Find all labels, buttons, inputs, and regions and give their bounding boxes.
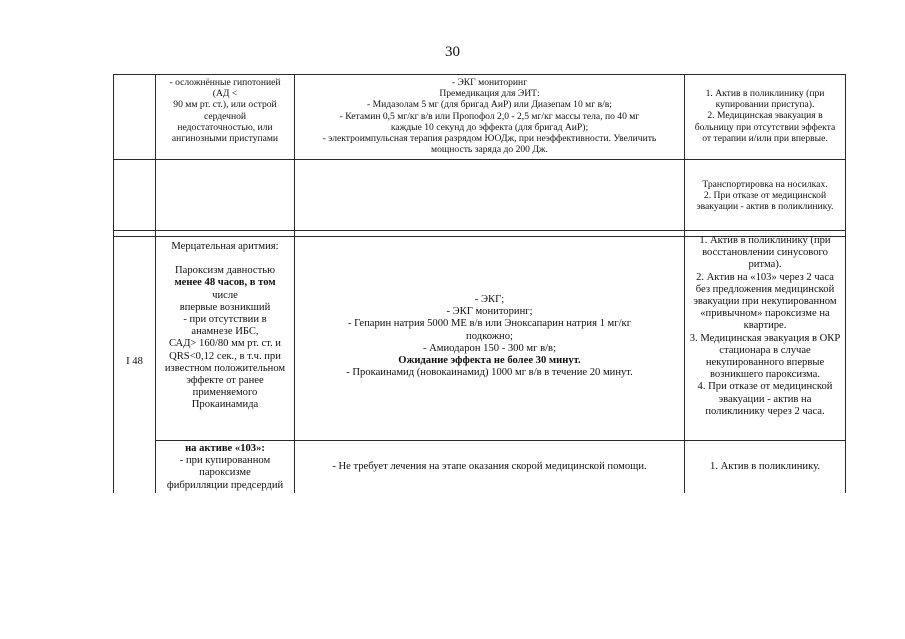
row1-treatment-cell — [295, 77, 684, 155]
text-line: каждые 10 секунд до эффекта (для бригад АиР); — [390, 121, 589, 133]
text-line: эффекте от ранее — [186, 375, 264, 387]
text-line: подкожно; — [466, 330, 513, 342]
text-line: - Прокаинамид (новокаинамид) 1000 мг в/в в течение 20 минут. — [346, 367, 633, 379]
text-line: ритма). — [748, 259, 782, 271]
text-line: 3. Медицинская эвакуация в ОКР — [689, 332, 841, 344]
text-line: САД> 160/80 мм рт. ст. и — [169, 338, 281, 350]
row3-treatment-cell — [295, 294, 684, 379]
text-line: от терапии и/или при впервые. — [702, 132, 828, 144]
text-line: Прокаинамида — [191, 399, 259, 411]
row1-indication-cell — [156, 77, 294, 144]
indication-title: на активе «103»: — [185, 443, 265, 454]
text-line: применяемого — [192, 387, 258, 399]
row3-outcome-cell — [685, 235, 845, 418]
diagnosis-code: I 48 — [126, 356, 143, 367]
text-line: некупированного впервые — [705, 357, 825, 369]
table-left-border — [113, 74, 114, 493]
text-line: - осложнённые гипотонией — [169, 77, 281, 88]
text-line: эвакуации - актив в поликлинику. — [696, 201, 834, 213]
indication-title: Мерцательная аритмия: — [171, 241, 279, 252]
row4-outcome-cell — [685, 461, 845, 473]
row-divider-4 — [155, 440, 846, 441]
text-line: 2. При отказе от медицинской — [703, 190, 827, 202]
row4-indication-cell — [156, 443, 294, 492]
row3-code-cell — [114, 356, 155, 368]
text-line: квартире. — [743, 320, 787, 332]
text-line: - Гепарин натрия 5000 МЕ в/в или Эноксапарин натрия 1 мг/кг — [347, 318, 632, 330]
text-line: сердечной — [203, 110, 247, 122]
row-divider-1 — [113, 159, 846, 160]
text-line: - ЭКГ мониторинг — [451, 77, 528, 88]
text-line: 1. Актив в поликлинику (при — [699, 235, 831, 246]
row-divider-2 — [113, 230, 846, 231]
page-number: 30 — [445, 44, 460, 60]
text-line: 1. Актив в поликлинику. — [710, 461, 820, 472]
text-line: менее 48 часов, в том — [174, 277, 276, 289]
text-line: больницу при отсутствии эффекта — [694, 121, 836, 133]
text-line: - при купированном — [179, 455, 271, 467]
text-line: «привычном» пароксизме на — [700, 308, 830, 320]
text-line: 1. Актив в поликлинику (при — [705, 88, 825, 99]
text-line: эвакуации - актив на — [718, 393, 812, 405]
text-line: - Не требует лечения на этапе оказания скорой медицинской помощи. — [332, 461, 647, 472]
text-line: 2. Актив на «103» через 2 часа — [696, 271, 834, 283]
text-line: - ЭКГ мониторинг; — [446, 306, 533, 318]
text-line: Премедикация для ЭИТ: — [439, 88, 540, 100]
text-line: (АД < — [212, 88, 238, 100]
text-line: поликлинику через 2 часа. — [705, 405, 825, 417]
text-line: - ЭКГ; — [474, 294, 505, 305]
text-line: ангинозными приступами — [171, 133, 279, 145]
text-line: восстановлении синусового — [702, 247, 828, 259]
text-line: известном положительном — [164, 362, 286, 374]
row3-indication-cell — [156, 241, 294, 412]
text-line: недостаточностью, или — [177, 121, 273, 133]
text-line: стационара в случае — [719, 344, 811, 356]
text-line: - Амиодарон 150 - 300 мг в/в; — [422, 342, 557, 354]
text-line: 90 мм рт. ст.), или острой — [173, 99, 277, 111]
text-line: - электроимпульсная терапия разрядом ЮОДж, при неэффективности. Увеличить — [322, 133, 657, 145]
text-line: числе — [212, 289, 238, 301]
text-line: без предложения медицинской — [695, 283, 835, 295]
text-line: - при отсутствии в — [183, 314, 267, 326]
text-line: возникшего пароксизма. — [709, 369, 821, 381]
text-line: 2. Медицинская эвакуация в — [707, 110, 823, 122]
text-line: QRS<0,12 сек., в т.ч. при — [169, 350, 281, 362]
text-line: фибрилляции предсердий — [166, 479, 284, 491]
text-line: Пароксизм давностью — [175, 265, 275, 277]
row1-outcome-cell — [685, 88, 845, 144]
row4-treatment-cell — [295, 461, 684, 473]
text-line: пароксизме — [199, 467, 251, 479]
text-line: анамнезе ИБС, — [191, 326, 259, 338]
text-line: мощность заряда до 200 Дж. — [431, 144, 548, 156]
text-line: эвакуации при некупированном — [693, 296, 837, 308]
table-top-border — [113, 74, 846, 75]
text-line: - Кетамин 0,5 мг/кг в/в или Пропофол 2,0 - 2,5 мг/кг массы тела, по 40 мг — [339, 110, 640, 122]
text-line: купировании приступа). — [715, 99, 815, 111]
row2-outcome-cell — [685, 179, 845, 213]
text-line: Транспортировка на носилках. — [702, 179, 828, 190]
text-line: впервые возникший — [179, 301, 271, 313]
text-line: 4. При отказе от медицинской — [697, 381, 833, 393]
text-line: Ожидание эффекта не более 30 минут. — [398, 355, 581, 367]
text-line: - Мидазолам 5 мг (для бригад АиР) или Диазепам 10 мг в/в; — [367, 99, 612, 111]
table-right-border — [845, 74, 846, 493]
